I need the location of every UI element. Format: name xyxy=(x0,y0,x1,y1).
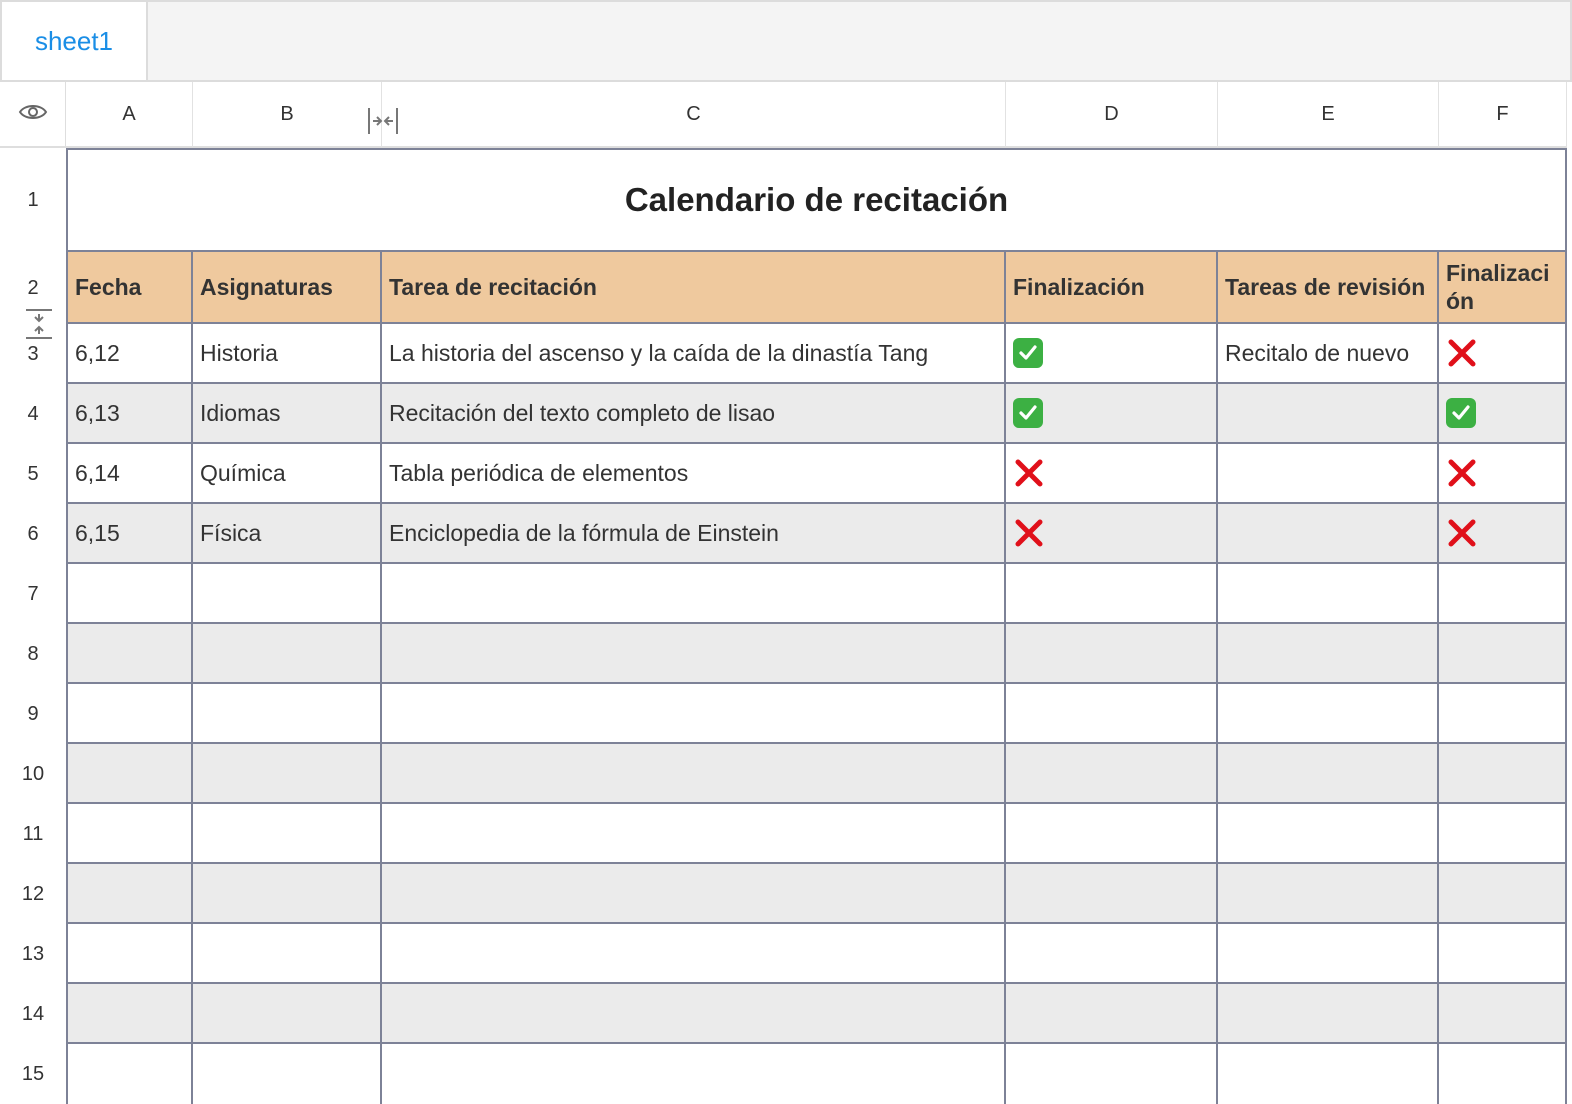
cell-c2[interactable]: Tarea de recitación xyxy=(382,252,1006,324)
cell-c7[interactable] xyxy=(382,564,1006,624)
sheet-tab-bar xyxy=(0,0,1572,82)
cell-b3[interactable]: Historia xyxy=(193,324,382,384)
cell-c13[interactable] xyxy=(382,924,1006,984)
cross-mark-icon xyxy=(1013,457,1045,489)
row-header-5[interactable]: 5 xyxy=(0,444,66,504)
cell-e5[interactable] xyxy=(1218,444,1439,504)
cell-d5[interactable] xyxy=(1006,444,1218,504)
cell-e12[interactable] xyxy=(1218,864,1439,924)
check-mark-icon xyxy=(1446,398,1476,428)
cell-d15[interactable] xyxy=(1006,1044,1218,1104)
cell-d4[interactable] xyxy=(1006,384,1218,444)
cell-b5[interactable]: Química xyxy=(193,444,382,504)
row-header-9[interactable]: 9 xyxy=(0,684,66,744)
column-header-f[interactable]: F xyxy=(1439,82,1567,148)
cell-b14[interactable] xyxy=(193,984,382,1044)
cell-c3[interactable]: La historia del ascenso y la caída de la dinastía Tang xyxy=(382,324,1006,384)
column-header-a[interactable]: A xyxy=(66,82,193,148)
cell-b13[interactable] xyxy=(193,924,382,984)
cell-c14[interactable] xyxy=(382,984,1006,1044)
sheet-title-cell[interactable]: Calendario de recitación xyxy=(66,148,1567,252)
eye-icon[interactable] xyxy=(18,102,48,127)
cell-a6[interactable]: 6,15 xyxy=(66,504,193,564)
cell-d13[interactable] xyxy=(1006,924,1218,984)
cell-d14[interactable] xyxy=(1006,984,1218,1044)
cell-f12[interactable] xyxy=(1439,864,1567,924)
cell-e8[interactable] xyxy=(1218,624,1439,684)
row-header-3[interactable]: 3 xyxy=(0,324,66,384)
cell-d8[interactable] xyxy=(1006,624,1218,684)
cell-f9[interactable] xyxy=(1439,684,1567,744)
cell-f3[interactable] xyxy=(1439,324,1567,384)
row-header-15[interactable]: 15 xyxy=(0,1044,66,1104)
cell-a2[interactable]: Fecha xyxy=(66,252,193,324)
cell-c8[interactable] xyxy=(382,624,1006,684)
cell-a5[interactable]: 6,14 xyxy=(66,444,193,504)
cell-d2[interactable]: Finalización xyxy=(1006,252,1218,324)
cell-d9[interactable] xyxy=(1006,684,1218,744)
row-header-13[interactable]: 13 xyxy=(0,924,66,984)
row-resize-icon[interactable] xyxy=(24,308,54,345)
cell-a15[interactable] xyxy=(66,1044,193,1104)
row-header-10[interactable]: 10 xyxy=(0,744,66,804)
cell-e7[interactable] xyxy=(1218,564,1439,624)
cross-mark-icon xyxy=(1013,517,1045,549)
cell-f2[interactable]: Finalización xyxy=(1439,252,1567,324)
column-header-c[interactable]: C xyxy=(382,82,1006,148)
cell-e14[interactable] xyxy=(1218,984,1439,1044)
cell-f13[interactable] xyxy=(1439,924,1567,984)
cell-e4[interactable] xyxy=(1218,384,1439,444)
visibility-toggle[interactable] xyxy=(0,82,66,148)
cell-f4[interactable] xyxy=(1439,384,1567,444)
cross-mark-icon xyxy=(1446,517,1478,549)
cell-f7[interactable] xyxy=(1439,564,1567,624)
column-header-e[interactable]: E xyxy=(1218,82,1439,148)
column-header-b[interactable]: B xyxy=(193,82,382,148)
cell-f14[interactable] xyxy=(1439,984,1567,1044)
cell-d3[interactable] xyxy=(1006,324,1218,384)
cell-f11[interactable] xyxy=(1439,804,1567,864)
cell-d11[interactable] xyxy=(1006,804,1218,864)
cross-mark-icon xyxy=(1446,457,1478,489)
cell-c5[interactable]: Tabla periódica de elementos xyxy=(382,444,1006,504)
row-header-8[interactable]: 8 xyxy=(0,624,66,684)
cell-b2[interactable]: Asignaturas xyxy=(193,252,382,324)
row-header-14[interactable]: 14 xyxy=(0,984,66,1044)
cell-a11[interactable] xyxy=(66,804,193,864)
row-header-6[interactable]: 6 xyxy=(0,504,66,564)
cell-a4[interactable]: 6,13 xyxy=(66,384,193,444)
cell-a7[interactable] xyxy=(66,564,193,624)
cell-c9[interactable] xyxy=(382,684,1006,744)
cell-e9[interactable] xyxy=(1218,684,1439,744)
cross-mark-icon xyxy=(1446,337,1478,369)
cell-d6[interactable] xyxy=(1006,504,1218,564)
row-header-4[interactable]: 4 xyxy=(0,384,66,444)
row-header-1[interactable]: 1 xyxy=(0,148,66,252)
column-resize-icon[interactable] xyxy=(367,106,399,141)
cell-c11[interactable] xyxy=(382,804,1006,864)
cell-f15[interactable] xyxy=(1439,1044,1567,1104)
row-header-2[interactable]: 2 xyxy=(0,252,66,324)
cell-b9[interactable] xyxy=(193,684,382,744)
cell-a12[interactable] xyxy=(66,864,193,924)
cell-e2[interactable]: Tareas de revisión xyxy=(1218,252,1439,324)
cell-f10[interactable] xyxy=(1439,744,1567,804)
cell-d10[interactable] xyxy=(1006,744,1218,804)
cell-a10[interactable] xyxy=(66,744,193,804)
cell-a13[interactable] xyxy=(66,924,193,984)
column-header-d[interactable]: D xyxy=(1006,82,1218,148)
cell-b7[interactable] xyxy=(193,564,382,624)
cell-b11[interactable] xyxy=(193,804,382,864)
cell-a14[interactable] xyxy=(66,984,193,1044)
cell-b10[interactable] xyxy=(193,744,382,804)
cell-b6[interactable]: Física xyxy=(193,504,382,564)
cell-f6[interactable] xyxy=(1439,504,1567,564)
cell-a8[interactable] xyxy=(66,624,193,684)
cell-b15[interactable] xyxy=(193,1044,382,1104)
tab-sheet1[interactable]: sheet1 xyxy=(2,2,148,80)
cell-c4[interactable]: Recitación del texto completo de lisao xyxy=(382,384,1006,444)
row-header-11[interactable]: 11 xyxy=(0,804,66,864)
row-header-12[interactable]: 12 xyxy=(0,864,66,924)
cell-c6[interactable]: Enciclopedia de la fórmula de Einstein xyxy=(382,504,1006,564)
cell-e6[interactable] xyxy=(1218,504,1439,564)
cell-c10[interactable] xyxy=(382,744,1006,804)
cell-f5[interactable] xyxy=(1439,444,1567,504)
cell-f8[interactable] xyxy=(1439,624,1567,684)
cell-d7[interactable] xyxy=(1006,564,1218,624)
cell-e13[interactable] xyxy=(1218,924,1439,984)
cell-e11[interactable] xyxy=(1218,804,1439,864)
cell-b4[interactable]: Idiomas xyxy=(193,384,382,444)
cell-d12[interactable] xyxy=(1006,864,1218,924)
row-header-7[interactable]: 7 xyxy=(0,564,66,624)
check-mark-icon xyxy=(1013,338,1043,368)
check-mark-icon xyxy=(1013,398,1043,428)
cell-e10[interactable] xyxy=(1218,744,1439,804)
cell-a9[interactable] xyxy=(66,684,193,744)
cell-e15[interactable] xyxy=(1218,1044,1439,1104)
cell-b12[interactable] xyxy=(193,864,382,924)
cell-a3[interactable]: 6,12 xyxy=(66,324,193,384)
cell-c15[interactable] xyxy=(382,1044,1006,1104)
cell-c12[interactable] xyxy=(382,864,1006,924)
cell-b8[interactable] xyxy=(193,624,382,684)
cell-e3[interactable]: Recitalo de nuevo xyxy=(1218,324,1439,384)
